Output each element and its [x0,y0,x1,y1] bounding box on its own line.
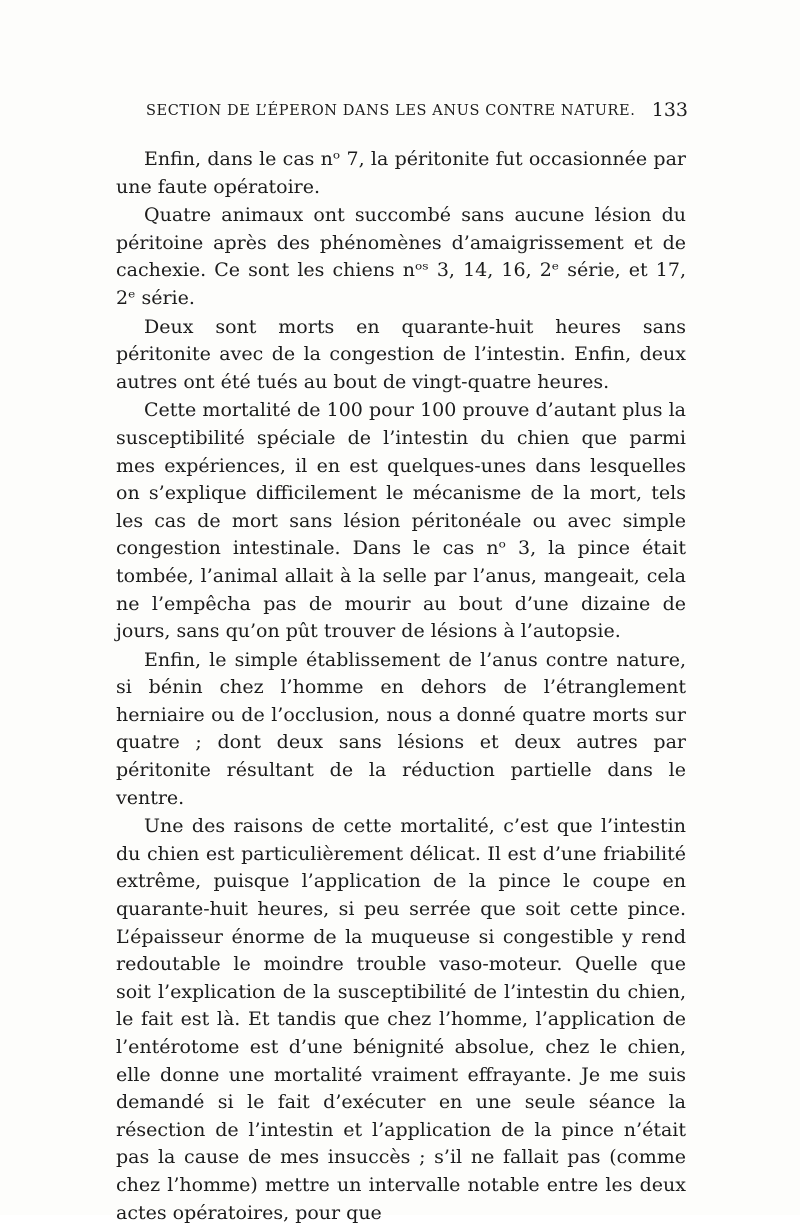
paragraph: Enfin, dans le cas nᵒ 7, la péritonite fut occasionnée par une faute opératoire. [116,148,686,198]
paragraph: Quatre animaux ont succombé sans aucune lésion du péritoine après des phénomènes d’amaigrissement et de cachexie. Ce sont les chiens nᵒˢ 3, 14, 16, 2ᵉ série, et 17, 2ᵉ série. [116,204,686,309]
paragraph: Une des raisons de cette mortalité, c’est que l’intestin du chien est particulièrement délicat. Il est d’une friabilité extrême, puisque l’application de la pince le coupe en quarante-huit heures, si peu serrée que soit cette pince. L’épaisseur énorme de la muqueuse si congestible y rend redoutable le moindre trouble vaso-moteur. Quelle que soit l’explication de la susceptibilité de l’intestin du chien, le fait est là. Et tandis que chez l’homme, l’application de l’entérotome est d’une bénignité absolue, chez le chien, elle donne une mortalité vraiment effrayante. Je me suis demandé si le fait d’exécuter en une seule séance la résection de l’intestin et l’application de la pince n’était pas la cause de mes insuccès ; s’il ne fallait pas (comme chez l’homme) mettre un intervalle notable entre les deux actes opératoires, pour que [116,815,686,1224]
paragraph: Deux sont morts en quarante-huit heures sans péritonite avec de la congestion de l’intestin. Enfin, deux autres ont été tués au bout de vingt-quatre heures. [116,315,686,393]
running-title: SECTION DE L’ÉPERON DANS LES ANUS CONTRE NATURE. [146,103,636,119]
paragraph: Cette mortalité de 100 pour 100 prouve d’autant plus la susceptibilité spéciale de l’intestin du chien que parmi mes expériences, il en est quelques-unes dans lesquelles on s’explique difficilement le mécanisme de la mort, tels les cas de mort sans lésion péritonéale ou avec simple congestion intestinale. Dans le cas nᵒ 3, la pince était tombée, l’animal allait à la selle par l’anus, mangeait, cela ne l’empêcha pas de mourir au bout d’une dizaine de jours, sans qu’on pût trouver de lésions à l’autopsie. [116,399,686,643]
body-text [116,146,686,1228]
paragraph: Enfin, le simple établissement de l’anus contre nature, si bénin chez l’homme en dehors de l’étranglement herniaire ou de l’occlusion, nous a donné quatre morts sur quatre ; dont deux sans lésions et deux autres par péritonite résultant de la réduction partielle dans le ventre. [116,648,686,809]
running-head [118,99,688,125]
page-number: 133 [651,99,688,121]
